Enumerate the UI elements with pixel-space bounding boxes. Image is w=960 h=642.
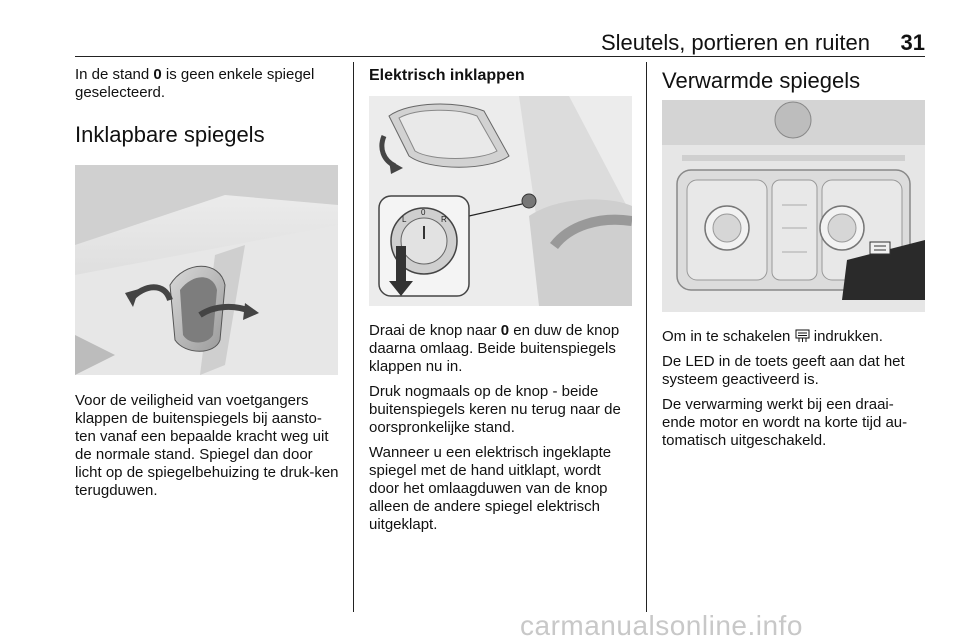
electric-folding-para-3: Wanneer u een elektrisch ingeklapte spiegel met de hand uitklapt, wordt door het omlaagduwen van de knop alleen de andere spiegel elektrisch uitgeklapt. xyxy=(369,444,612,533)
heated-mirrors-para-2: De LED in de toets geeft aan dat het systeem geactiveerd is. xyxy=(662,353,905,388)
header-rule xyxy=(75,56,925,57)
mirror-knob-illustration xyxy=(369,96,632,306)
column-3 xyxy=(662,66,927,457)
footer-watermark: carmanualsonline.info xyxy=(520,610,803,641)
heated-mirror-icon xyxy=(795,329,810,343)
section-heading-heated-mirrors: Verwarmde spiegels xyxy=(662,68,861,93)
column-divider-left xyxy=(353,62,354,612)
climate-control-panel-illustration xyxy=(662,100,925,312)
knob-label-0: 0 xyxy=(421,208,426,217)
folding-mirrors-body: Voor de veiligheid van voetgangers klappen de buitenspiegels bij aansto-ten vanaf een bepaalde kracht weg uit de normale stand. Spiegel dan door licht op de spiegelbehuizing te druk-ken terugduwen. xyxy=(75,392,339,499)
subheading-electric-folding: Elektrisch inklappen xyxy=(369,67,525,84)
running-header-title: Sleutels, portieren en ruiten xyxy=(600,30,870,55)
folding-mirror-illustration xyxy=(75,165,338,375)
column-divider-right xyxy=(646,62,647,612)
section-heading-folding-mirrors: Inklapbare spiegels xyxy=(75,122,265,147)
knob-label-r: R xyxy=(441,215,447,224)
page-number: 31 xyxy=(900,30,925,55)
column-1 xyxy=(75,66,340,507)
intro-paragraph: In de stand 0 is geen enkele spiegel geselecteerd. xyxy=(75,66,315,101)
heated-mirrors-para-3: De verwarming werkt bij een draai-ende motor en wordt na korte tijd au-tomatisch uitgeschakeld. xyxy=(662,396,908,449)
knob-label-l: L xyxy=(402,215,407,224)
electric-folding-para-1: Draai de knop naar 0 en duw de knop daarna omlaag. Beide buitenspiegels klappen nu in. xyxy=(369,322,620,375)
electric-folding-para-2: Druk nogmaals op de knop - beide buitenspiegels keren nu terug naar de oorspronkelijke stand. xyxy=(369,383,621,436)
column-2 xyxy=(369,66,634,541)
heated-mirrors-para-1: Om in te schakelen indrukken. xyxy=(662,328,883,345)
